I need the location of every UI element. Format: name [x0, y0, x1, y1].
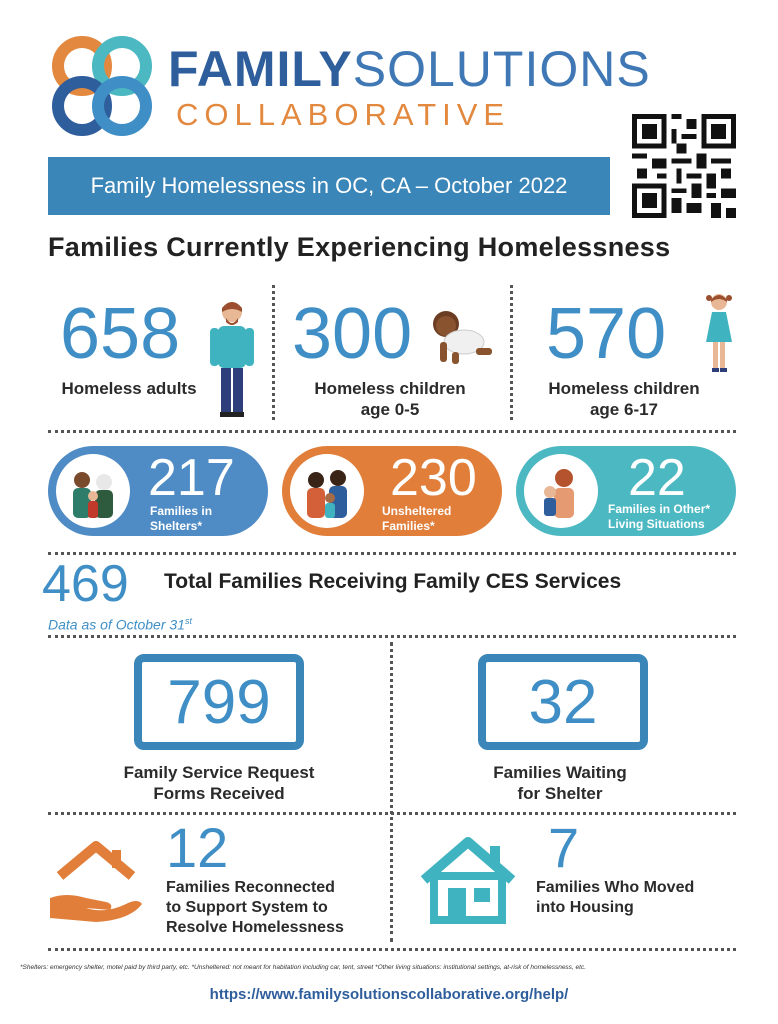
- adult-person-icon: [204, 298, 260, 420]
- data-as-of-text: Data as of October 31: [48, 616, 185, 633]
- divider-horizontal: [48, 635, 736, 638]
- section-title: Families Currently Experiencing Homelessness: [48, 232, 671, 262]
- service-request-box: [134, 654, 304, 750]
- reconnected-label: [166, 878, 344, 938]
- pill-shelters-label-line1: Families in: [150, 504, 213, 518]
- service-request-label-line1: Family Service Request: [123, 763, 315, 782]
- reconnected-label-line2: to Support System to: [166, 899, 328, 916]
- total-families-value: 469: [42, 555, 129, 613]
- family-unsheltered-icon: [290, 454, 364, 528]
- stat-children-0-5-value: 300: [292, 294, 413, 374]
- waiting-shelter-label: [440, 762, 680, 804]
- stat-adults-label-line1: Homeless adults: [61, 379, 197, 398]
- pill-unsheltered-label-line2: Families*: [382, 519, 435, 533]
- stat-children-6-17-label-line2: age 6-17: [589, 400, 659, 419]
- stat-children-6-17-label-line1: Homeless children: [548, 379, 700, 398]
- moved-housing-label-line2: into Housing: [536, 899, 634, 916]
- total-families-label: Total Families Receiving Family CES Services: [164, 570, 622, 593]
- brand-family-text: FAMILY: [168, 41, 353, 97]
- pill-shelters-label-line2: Shelters*: [150, 519, 203, 533]
- moved-housing-value: 7: [548, 816, 580, 879]
- pill-unsheltered-label-line1: Unsheltered: [382, 504, 452, 518]
- data-as-of-note: [48, 616, 192, 633]
- pill-other-value: 22: [628, 449, 686, 507]
- pill-shelters-label: [150, 504, 212, 534]
- house-hand-icon: [46, 838, 146, 924]
- service-request-value: 799: [167, 668, 271, 737]
- stat-adults-value: 658: [60, 294, 181, 374]
- family-shelter-icon: [56, 454, 130, 528]
- divider-horizontal: [48, 948, 736, 951]
- data-as-of-sup: st: [184, 616, 192, 626]
- divider-vertical: [510, 285, 513, 420]
- stat-children-6-17-value: 570: [546, 294, 667, 374]
- moved-housing-label: [536, 878, 694, 918]
- service-request-label: [86, 762, 352, 804]
- moved-housing-label-line1: Families Who Moved: [536, 879, 695, 896]
- brand-name: [168, 40, 651, 98]
- brand-collaborative-text: COLLABORATIVE: [176, 97, 511, 132]
- divider-vertical: [390, 642, 393, 942]
- waiting-shelter-box: [478, 654, 648, 750]
- waiting-shelter-value: 32: [528, 668, 598, 737]
- baby-crawling-icon: [426, 308, 496, 370]
- brand-solutions-text: SOLUTIONS: [352, 41, 651, 97]
- divider-vertical: [272, 285, 275, 420]
- qr-code-icon[interactable]: [632, 114, 736, 218]
- help-url-link[interactable]: https://www.familysolutionscollaborative.org/help/: [209, 986, 569, 1003]
- footnote: *Shelters: emergency shelter, motel paid by third party, etc. *Unsheltered: not meant for habitation including car, tent, street *Other living situations: institutional settings, at-risk of homelessness, etc.: [20, 964, 587, 971]
- stat-adults-label: [44, 378, 214, 399]
- pill-other-label: [608, 502, 710, 532]
- pill-shelters-value: 217: [148, 449, 235, 507]
- stat-children-0-5-label-line2: age 0-5: [360, 400, 420, 419]
- pill-unsheltered-value: 230: [390, 449, 477, 507]
- reconnected-value: 12: [166, 816, 229, 879]
- title-banner: Family Homelessness in OC, CA – October 2022: [48, 157, 610, 215]
- divider-horizontal: [48, 430, 736, 433]
- child-girl-icon: [702, 290, 736, 376]
- pill-other-label-line1: Families in Other*: [608, 502, 711, 516]
- waiting-shelter-label-line1: Families Waiting: [493, 763, 627, 782]
- pill-other-living-situations: [516, 446, 736, 536]
- house-icon: [418, 836, 518, 924]
- stat-children-0-5-label-line1: Homeless children: [314, 379, 466, 398]
- stat-children-0-5-label: [292, 378, 488, 420]
- pill-unsheltered-families: [282, 446, 502, 536]
- pill-other-label-line2: Living Situations: [608, 517, 705, 531]
- reconnected-label-line1: Families Reconnected: [166, 879, 335, 896]
- pill-families-in-shelters: [48, 446, 268, 536]
- family-other-icon: [524, 454, 598, 528]
- stat-children-6-17-label: [530, 378, 718, 420]
- divider-horizontal: [48, 552, 736, 555]
- service-request-label-line2: Forms Received: [153, 784, 285, 803]
- reconnected-label-line3: Resolve Homelessness: [166, 919, 344, 936]
- divider-horizontal: [48, 812, 736, 815]
- logo-icon: [46, 30, 158, 142]
- pill-unsheltered-label: [382, 504, 451, 534]
- waiting-shelter-label-line2: for Shelter: [517, 784, 603, 803]
